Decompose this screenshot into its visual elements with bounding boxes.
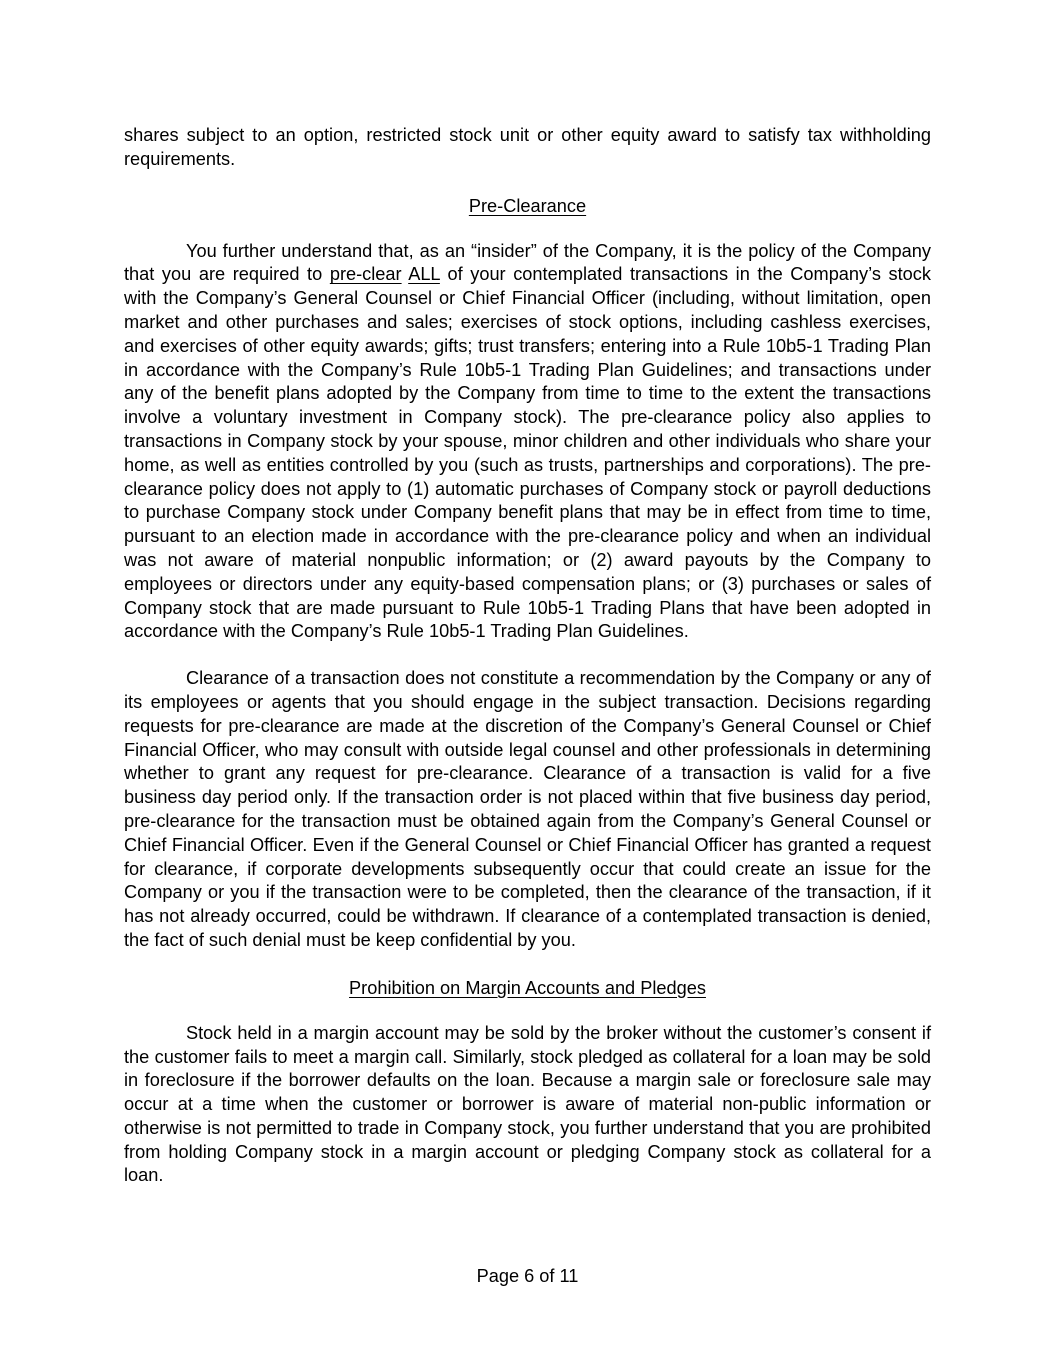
emphasis-all: ALL	[408, 264, 440, 285]
section-heading-margin-pledges: Prohibition on Margin Accounts and Pledges	[349, 977, 706, 998]
paragraph-text-rest: of your contemplated transactions in the Company’s stock with the Company’s General Counsel or Chief Financial Officer (including, without limitation, open market and other purchases and sales; exercises of stock options, including cashless exercises, and exercises of other equity awards; gifts; trust transfers; entering into a Rule 10b5-1 Trading Plan in accordance with the Company’s Rule 10b5-1 Trading Plan Guidelines; and transactions under any of the benefit plans adopted by the Company from time to time to the extent the transactions involve a voluntary investment in Company stock). The pre-clearance policy also applies to transactions in Company stock by your spouse, minor children and other individuals who share your home, as well as entities controlled by you (such as trusts, partnerships and corporations). The pre-clearance policy does not apply to (1) automatic purchases of Company stock or payroll deductions to purchase Company stock under Company benefit plans that may be in effect from time to time, pursuant to an election made in accordance with the pre-clearance policy and when an individual was not aware of material nonpublic information; or (2) award payouts by the Company to employees or directors under any equity-based compensation plans; or (3) purchases or sales of Company stock that are made pursuant to Rule 10b5-1 Trading Plans that have been adopted in accordance with the Company’s Rule 10b5-1 Trading Plan Guidelines.	[124, 264, 931, 642]
document-page	[124, 124, 931, 1188]
margin-accounts-paragraph: Stock held in a margin account may be sold by the broker without the customer’s consent if the customer fails to meet a margin call. Similarly, stock pledged as collateral for a loan may be sold in foreclosure if the borrower defaults on the loan. Because a margin sale or foreclosure sale may occur at a time when the customer or borrower is aware of material non-public information or otherwise is not permitted to trade in Company stock, you further understand that you are prohibited from holding Company stock in a margin account or pledging Company stock as collateral for a loan.	[124, 1022, 931, 1186]
continuation-paragraph: shares subject to an option, restricted stock unit or other equity award to satisfy tax withholding requirements.	[124, 125, 931, 169]
paragraph-text-lead: You further understand that, as an “insider” of the Company, it is the policy of the Company that you are required to	[124, 240, 931, 285]
section-heading-pre-clearance: Pre-Clearance	[468, 195, 587, 216]
clearance-recommendation-paragraph: Clearance of a transaction does not constitute a recommendation by the Company or any of its employees or agents that you should engage in the subject transaction. Decisions regarding requests for pre-clearance are made at the discretion of the Company’s General Counsel or Chief Financial Officer, who may consult with outside legal counsel and other professionals in determining whether to grant any request for pre-clearance. Clearance of a transaction is valid for a five business day period only. If the transaction order is not placed within that five business day period, pre-clearance for the transaction must be obtained again from the Company’s General Counsel or Chief Financial Officer. Even if the General Counsel or Chief Financial Officer has granted a request for clearance, if corporate developments subsequently occur that could create an issue for the Company or you if the transaction were to be completed, then the clearance of the transaction, if it has not already occurred, could be withdrawn. If clearance of a contemplated transaction is denied, the fact of such denial must be keep confidential by you.	[124, 668, 931, 950]
page-number: Page 6 of 11	[476, 1266, 579, 1286]
pre-clearance-policy-paragraph	[124, 240, 931, 645]
emphasis-pre-clear: pre-clear	[329, 264, 402, 285]
